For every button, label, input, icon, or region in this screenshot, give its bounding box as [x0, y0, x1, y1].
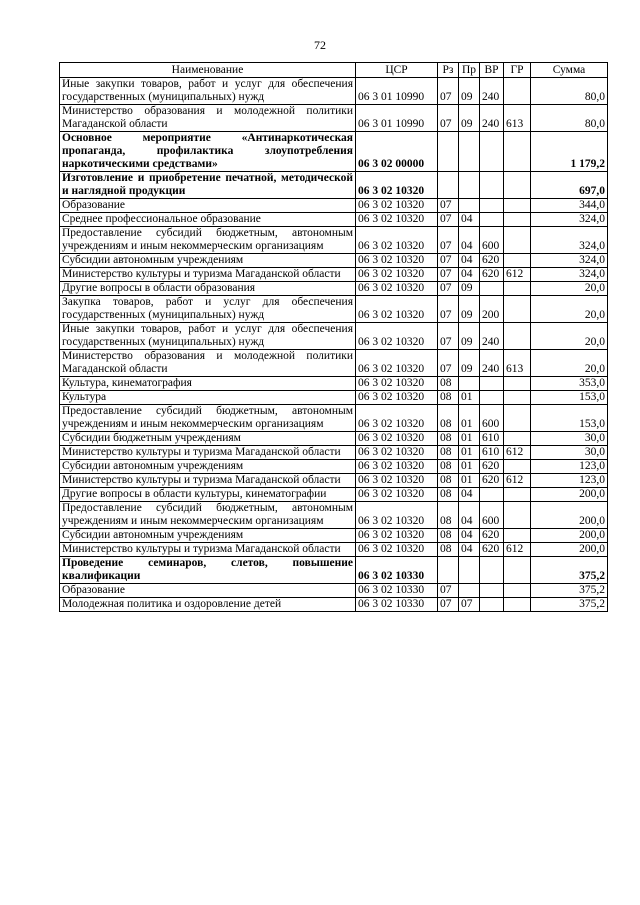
cell-vr: 610 — [480, 446, 504, 460]
cell-rz: 07 — [438, 105, 459, 132]
cell-rz — [438, 172, 459, 199]
cell-vr — [480, 132, 504, 172]
cell-rz: 07 — [438, 254, 459, 268]
cell-pr: 09 — [459, 350, 480, 377]
header-rz: Рз — [438, 63, 459, 78]
cell-name: Министерство культуры и туризма Магаданской области — [60, 268, 356, 282]
cell-vr: 610 — [480, 432, 504, 446]
header-csr: ЦСР — [356, 63, 438, 78]
cell-csr: 06 3 02 10320 — [356, 502, 438, 529]
cell-gr: 613 — [504, 105, 531, 132]
cell-vr: 200 — [480, 296, 504, 323]
cell-name: Предоставление субсидий бюджетным, автономным учреждениям и иным некоммерческим организациям — [60, 405, 356, 432]
budget-table — [59, 62, 608, 612]
cell-vr: 600 — [480, 405, 504, 432]
header-name: Наименование — [60, 63, 356, 78]
cell-pr — [459, 199, 480, 213]
cell-csr: 06 3 02 10320 — [356, 391, 438, 405]
cell-pr — [459, 172, 480, 199]
cell-rz: 08 — [438, 529, 459, 543]
cell-pr: 04 — [459, 254, 480, 268]
cell-sum: 344,0 — [531, 199, 608, 213]
cell-pr: 04 — [459, 213, 480, 227]
cell-sum: 375,2 — [531, 598, 608, 612]
cell-csr: 06 3 02 10320 — [356, 213, 438, 227]
cell-pr: 04 — [459, 488, 480, 502]
cell-csr: 06 3 02 10320 — [356, 446, 438, 460]
cell-sum: 375,2 — [531, 584, 608, 598]
cell-vr: 240 — [480, 350, 504, 377]
cell-csr: 06 3 02 10330 — [356, 598, 438, 612]
table-row — [60, 432, 608, 446]
cell-pr: 07 — [459, 598, 480, 612]
cell-gr: 612 — [504, 268, 531, 282]
table-row — [60, 199, 608, 213]
cell-sum: 375,2 — [531, 557, 608, 584]
cell-pr: 04 — [459, 502, 480, 529]
cell-gr — [504, 584, 531, 598]
table-row — [60, 78, 608, 105]
cell-gr — [504, 78, 531, 105]
cell-rz: 07 — [438, 584, 459, 598]
cell-pr: 01 — [459, 460, 480, 474]
cell-rz: 08 — [438, 474, 459, 488]
cell-rz — [438, 557, 459, 584]
table-row — [60, 543, 608, 557]
cell-name: Министерство культуры и туризма Магаданской области — [60, 543, 356, 557]
cell-sum: 80,0 — [531, 78, 608, 105]
cell-rz: 08 — [438, 502, 459, 529]
cell-csr: 06 3 02 10320 — [356, 377, 438, 391]
cell-name: Культура, кинематография — [60, 377, 356, 391]
cell-gr — [504, 488, 531, 502]
cell-gr — [504, 377, 531, 391]
cell-pr — [459, 557, 480, 584]
cell-name: Образование — [60, 584, 356, 598]
cell-pr — [459, 377, 480, 391]
cell-sum: 697,0 — [531, 172, 608, 199]
cell-gr — [504, 213, 531, 227]
cell-gr — [504, 460, 531, 474]
cell-sum: 324,0 — [531, 254, 608, 268]
cell-sum: 353,0 — [531, 377, 608, 391]
cell-sum: 123,0 — [531, 474, 608, 488]
table-row — [60, 350, 608, 377]
cell-rz — [438, 132, 459, 172]
cell-rz: 07 — [438, 282, 459, 296]
cell-name: Культура — [60, 391, 356, 405]
cell-rz: 08 — [438, 460, 459, 474]
header-vr: ВР — [480, 63, 504, 78]
table-row — [60, 254, 608, 268]
table-row — [60, 584, 608, 598]
cell-sum: 153,0 — [531, 391, 608, 405]
cell-sum: 20,0 — [531, 296, 608, 323]
table-row — [60, 282, 608, 296]
cell-name: Среднее профессиональное образование — [60, 213, 356, 227]
cell-pr: 04 — [459, 543, 480, 557]
table-row — [60, 529, 608, 543]
cell-rz: 07 — [438, 227, 459, 254]
cell-csr: 06 3 02 10320 — [356, 543, 438, 557]
cell-csr: 06 3 02 10320 — [356, 488, 438, 502]
cell-sum: 200,0 — [531, 488, 608, 502]
cell-gr — [504, 405, 531, 432]
cell-name: Другие вопросы в области культуры, кинематографии — [60, 488, 356, 502]
cell-sum: 30,0 — [531, 432, 608, 446]
cell-vr: 620 — [480, 460, 504, 474]
cell-rz: 08 — [438, 488, 459, 502]
cell-pr: 01 — [459, 446, 480, 460]
cell-pr: 09 — [459, 323, 480, 350]
cell-sum: 324,0 — [531, 268, 608, 282]
cell-name: Основное мероприятие «Антинаркотическая пропаганда, профилактика злоупотребления наркотическими средствами» — [60, 132, 356, 172]
cell-csr: 06 3 02 10320 — [356, 172, 438, 199]
cell-sum: 20,0 — [531, 350, 608, 377]
cell-name: Предоставление субсидий бюджетным, автономным учреждениям и иным некоммерческим организациям — [60, 502, 356, 529]
table-row — [60, 172, 608, 199]
cell-pr: 09 — [459, 78, 480, 105]
cell-vr: 240 — [480, 78, 504, 105]
cell-sum: 200,0 — [531, 529, 608, 543]
cell-name: Субсидии автономным учреждениям — [60, 529, 356, 543]
cell-pr: 04 — [459, 529, 480, 543]
cell-vr: 620 — [480, 268, 504, 282]
cell-rz: 07 — [438, 598, 459, 612]
cell-vr: 620 — [480, 543, 504, 557]
cell-name: Субсидии бюджетным учреждениям — [60, 432, 356, 446]
cell-gr — [504, 199, 531, 213]
cell-sum: 200,0 — [531, 502, 608, 529]
cell-gr — [504, 391, 531, 405]
cell-csr: 06 3 02 10320 — [356, 296, 438, 323]
cell-name: Проведение семинаров, слетов, повышение квалификации — [60, 557, 356, 584]
cell-name: Образование — [60, 199, 356, 213]
cell-csr: 06 3 01 10990 — [356, 78, 438, 105]
cell-csr: 06 3 02 10320 — [356, 350, 438, 377]
cell-name: Министерство образования и молодежной политики Магаданской области — [60, 350, 356, 377]
cell-gr — [504, 132, 531, 172]
cell-vr: 240 — [480, 105, 504, 132]
cell-gr — [504, 323, 531, 350]
cell-csr: 06 3 02 10320 — [356, 460, 438, 474]
cell-rz: 08 — [438, 391, 459, 405]
cell-rz: 08 — [438, 446, 459, 460]
cell-csr: 06 3 01 10990 — [356, 105, 438, 132]
cell-name: Министерство культуры и туризма Магаданской области — [60, 474, 356, 488]
cell-rz: 07 — [438, 350, 459, 377]
cell-sum: 20,0 — [531, 282, 608, 296]
table-row — [60, 502, 608, 529]
cell-csr: 06 3 02 10330 — [356, 557, 438, 584]
cell-name: Другие вопросы в области образования — [60, 282, 356, 296]
cell-vr: 600 — [480, 227, 504, 254]
cell-rz: 08 — [438, 405, 459, 432]
cell-sum: 1 179,2 — [531, 132, 608, 172]
cell-gr — [504, 502, 531, 529]
cell-vr — [480, 172, 504, 199]
cell-gr — [504, 598, 531, 612]
page-number: 72 — [314, 38, 326, 52]
cell-vr — [480, 199, 504, 213]
cell-gr — [504, 296, 531, 323]
cell-vr: 600 — [480, 502, 504, 529]
cell-vr: 240 — [480, 323, 504, 350]
header-gr: ГР — [504, 63, 531, 78]
cell-csr: 06 3 02 10330 — [356, 584, 438, 598]
cell-rz: 07 — [438, 78, 459, 105]
cell-name: Субсидии автономным учреждениям — [60, 460, 356, 474]
table-row — [60, 377, 608, 391]
cell-rz: 07 — [438, 323, 459, 350]
cell-vr: 620 — [480, 254, 504, 268]
cell-rz: 07 — [438, 199, 459, 213]
cell-name: Предоставление субсидий бюджетным, автономным учреждениям и иным некоммерческим организациям — [60, 227, 356, 254]
table-row — [60, 405, 608, 432]
cell-csr: 06 3 02 10320 — [356, 529, 438, 543]
cell-name: Иные закупки товаров, работ и услуг для обеспечения государственных (муниципальных) нужд — [60, 78, 356, 105]
cell-pr: 09 — [459, 105, 480, 132]
table-row — [60, 227, 608, 254]
table-row — [60, 323, 608, 350]
cell-pr: 09 — [459, 282, 480, 296]
cell-vr: 620 — [480, 529, 504, 543]
cell-name: Закупка товаров, работ и услуг для обеспечения государственных (муниципальных) нужд — [60, 296, 356, 323]
cell-csr: 06 3 02 10320 — [356, 432, 438, 446]
cell-rz: 08 — [438, 432, 459, 446]
cell-vr: 620 — [480, 474, 504, 488]
table-row — [60, 474, 608, 488]
cell-pr — [459, 584, 480, 598]
cell-sum: 153,0 — [531, 405, 608, 432]
cell-csr: 06 3 02 10320 — [356, 227, 438, 254]
cell-gr: 612 — [504, 543, 531, 557]
table-row — [60, 446, 608, 460]
cell-rz: 08 — [438, 377, 459, 391]
cell-csr: 06 3 02 10320 — [356, 199, 438, 213]
cell-name: Молодежная политика и оздоровление детей — [60, 598, 356, 612]
cell-pr: 01 — [459, 391, 480, 405]
cell-vr — [480, 584, 504, 598]
cell-rz: 07 — [438, 213, 459, 227]
cell-vr — [480, 213, 504, 227]
table-row — [60, 105, 608, 132]
cell-sum: 30,0 — [531, 446, 608, 460]
table-row — [60, 598, 608, 612]
cell-sum: 200,0 — [531, 543, 608, 557]
cell-pr — [459, 132, 480, 172]
cell-pr: 01 — [459, 432, 480, 446]
cell-rz: 07 — [438, 268, 459, 282]
cell-csr: 06 3 02 10320 — [356, 282, 438, 296]
cell-gr — [504, 557, 531, 584]
cell-pr: 01 — [459, 474, 480, 488]
cell-vr — [480, 377, 504, 391]
header-sum: Сумма — [531, 63, 608, 78]
cell-vr — [480, 488, 504, 502]
cell-sum: 80,0 — [531, 105, 608, 132]
table-row — [60, 557, 608, 584]
cell-csr: 06 3 02 10320 — [356, 254, 438, 268]
cell-csr: 06 3 02 10320 — [356, 323, 438, 350]
cell-vr — [480, 598, 504, 612]
cell-gr — [504, 282, 531, 296]
cell-sum: 324,0 — [531, 213, 608, 227]
cell-vr — [480, 391, 504, 405]
cell-csr: 06 3 02 10320 — [356, 268, 438, 282]
cell-pr: 04 — [459, 227, 480, 254]
table-row — [60, 460, 608, 474]
cell-rz: 07 — [438, 296, 459, 323]
table-row — [60, 213, 608, 227]
cell-gr — [504, 172, 531, 199]
cell-name: Министерство образования и молодежной политики Магаданской области — [60, 105, 356, 132]
cell-gr: 612 — [504, 474, 531, 488]
cell-vr — [480, 557, 504, 584]
cell-gr — [504, 254, 531, 268]
cell-pr: 01 — [459, 405, 480, 432]
table-row — [60, 488, 608, 502]
header-pr: Пр — [459, 63, 480, 78]
cell-name: Иные закупки товаров, работ и услуг для обеспечения государственных (муниципальных) нужд — [60, 323, 356, 350]
cell-vr — [480, 282, 504, 296]
cell-gr: 612 — [504, 446, 531, 460]
cell-name: Министерство культуры и туризма Магаданской области — [60, 446, 356, 460]
cell-gr — [504, 529, 531, 543]
table-row — [60, 391, 608, 405]
cell-csr: 06 3 02 10320 — [356, 474, 438, 488]
cell-csr: 06 3 02 10320 — [356, 405, 438, 432]
cell-sum: 123,0 — [531, 460, 608, 474]
cell-sum: 20,0 — [531, 323, 608, 350]
cell-pr: 09 — [459, 296, 480, 323]
table-row — [60, 268, 608, 282]
cell-name: Субсидии автономным учреждениям — [60, 254, 356, 268]
cell-sum: 324,0 — [531, 227, 608, 254]
cell-pr: 04 — [459, 268, 480, 282]
cell-gr: 613 — [504, 350, 531, 377]
table-row — [60, 296, 608, 323]
cell-csr: 06 3 02 00000 — [356, 132, 438, 172]
cell-gr — [504, 227, 531, 254]
cell-rz: 08 — [438, 543, 459, 557]
table-header-row — [60, 63, 608, 78]
cell-gr — [504, 432, 531, 446]
cell-name: Изготовление и приобретение печатной, методической и наглядной продукции — [60, 172, 356, 199]
table-row — [60, 132, 608, 172]
